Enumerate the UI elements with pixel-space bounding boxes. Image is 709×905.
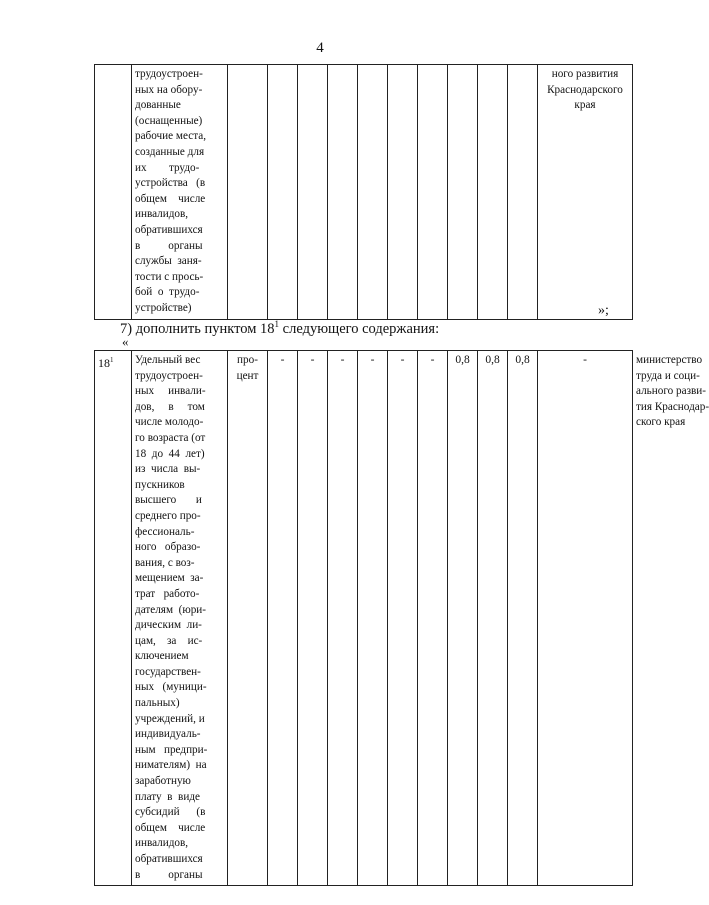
cell-indicator bbox=[132, 65, 228, 320]
text-line: ных инвали- bbox=[135, 385, 206, 398]
text-line: устройства (в bbox=[135, 177, 206, 190]
text-line: дателям (юри- bbox=[135, 603, 207, 616]
text-line: бой о трудо- bbox=[135, 286, 200, 299]
text-line: в органы bbox=[135, 868, 203, 881]
text-line: ключением bbox=[135, 650, 189, 663]
text-line: учреждений, и bbox=[135, 712, 205, 725]
page-number: 4 bbox=[316, 40, 324, 56]
text-line: ного образо- bbox=[135, 541, 201, 554]
unit-text bbox=[231, 353, 264, 384]
text-line: про- bbox=[237, 354, 258, 366]
text-line: ным предпри- bbox=[135, 743, 208, 756]
cell-value: 0,8 bbox=[448, 351, 478, 886]
text-line: 18 до 44 лет) bbox=[135, 447, 205, 460]
text-line: Удельный вес bbox=[135, 354, 201, 366]
text-line: тости с прось- bbox=[135, 270, 204, 283]
text-line: Краснодарского bbox=[547, 83, 623, 96]
cell-value bbox=[298, 65, 328, 320]
cell-value: - bbox=[358, 351, 388, 886]
text-line: заработную bbox=[135, 775, 191, 788]
text-line: в органы bbox=[135, 239, 203, 252]
opening-quote: « bbox=[122, 334, 129, 349]
ministry-text bbox=[541, 67, 629, 114]
text-line: обратившихся bbox=[135, 223, 203, 236]
text-line: из числа вы- bbox=[135, 463, 201, 476]
cell-value bbox=[358, 65, 388, 320]
paragraph-sup: 1 bbox=[274, 319, 280, 329]
text-line: края bbox=[574, 99, 596, 112]
text-line: цам, за ис- bbox=[135, 634, 203, 647]
text-line: числе молодо- bbox=[135, 416, 204, 429]
text-line: государствен- bbox=[135, 665, 201, 678]
text-line: индивидуаль- bbox=[135, 728, 201, 741]
text-line: плату в виде bbox=[135, 790, 200, 803]
cell-value bbox=[388, 65, 418, 320]
text-line: среднего про- bbox=[135, 509, 201, 522]
text-line: ных (муници- bbox=[135, 681, 207, 694]
text-line: трудоустроен- bbox=[135, 68, 203, 80]
cell-value: 0,8 bbox=[478, 351, 508, 886]
cell-value: - bbox=[268, 351, 298, 886]
text-line: их трудо- bbox=[135, 161, 200, 174]
text-line: цент bbox=[236, 369, 259, 382]
text-line: мещением за- bbox=[135, 572, 204, 585]
cell-ministry bbox=[538, 65, 633, 320]
text-line: (оснащенные) bbox=[135, 114, 203, 127]
text-line: дов, в том bbox=[135, 400, 205, 413]
cell-row-number bbox=[95, 351, 132, 886]
text-line: общем числе bbox=[135, 821, 206, 834]
text-line: дическим ли- bbox=[135, 619, 202, 632]
cell-value bbox=[418, 65, 448, 320]
text-line: службы заня- bbox=[135, 255, 202, 268]
closing-quote: »; bbox=[598, 303, 609, 318]
text-line: нимателям) на bbox=[135, 759, 207, 772]
cell-unit bbox=[228, 65, 268, 320]
text-line: инвалидов, bbox=[135, 208, 189, 221]
text-line: общем числе bbox=[135, 192, 206, 205]
text-line: пускников bbox=[135, 478, 185, 491]
text-line: созданные для bbox=[135, 145, 205, 158]
cell-value bbox=[268, 65, 298, 320]
cell-row-number bbox=[95, 65, 132, 320]
indicator-text bbox=[135, 67, 224, 317]
table-continuation bbox=[94, 64, 633, 320]
text-line: фессиональ- bbox=[135, 525, 195, 538]
text-line: инвалидов, bbox=[135, 837, 189, 850]
text-line: вания, с воз- bbox=[135, 556, 195, 569]
text-line: пальных) bbox=[135, 697, 180, 710]
text-line: ных на обору- bbox=[135, 83, 203, 96]
row-number: 18 bbox=[98, 356, 110, 370]
row-number-sup: 1 bbox=[110, 356, 114, 364]
cell-value: - bbox=[538, 351, 633, 886]
cell-unit bbox=[228, 351, 268, 886]
text-line: устройстве) bbox=[135, 301, 192, 314]
indicator-text bbox=[135, 353, 224, 883]
cell-value bbox=[328, 65, 358, 320]
cell-value: 0,8 bbox=[508, 351, 538, 886]
text-line: высшего и bbox=[135, 494, 202, 507]
text-line: го возраста (от bbox=[135, 431, 206, 444]
text-line: трат работо- bbox=[135, 587, 200, 600]
cell-value: - bbox=[298, 351, 328, 886]
amendment-paragraph bbox=[120, 319, 439, 338]
cell-value bbox=[478, 65, 508, 320]
text-line: ного развития bbox=[551, 68, 619, 80]
cell-value bbox=[448, 65, 478, 320]
cell-value bbox=[508, 65, 538, 320]
table-new-item: $18^1$ Удельный вес трудоустроен- ных инвали- дов, в том числе молодо- го возраста (от 18 до 44 лет) из числа вы- пускников высшего и среднего про- фессиональ- ного образо- вания, с воз- мещением за- трат работо- дателям (юри- дическим ли- цам, за ис- ключением государствен- ных (муници- пальных) учреждений, и индивидуаль- ным предпри- нимателям) на заработную плату в виде субсидий (в общем числе инвалидов, обратившихся в органы про- цент - - - - - - 0,8 0,8 0,8 - министерство труда и соци- ального разви- тия Краснодар- ского края bbox=[94, 350, 633, 886]
cell-indicator bbox=[132, 351, 228, 886]
paragraph-suffix: следующего содержания: bbox=[279, 320, 440, 337]
text-line: субсидий (в bbox=[135, 806, 206, 819]
paragraph-prefix: 7) дополнить пунктом 18 bbox=[120, 320, 275, 337]
cell-value: - bbox=[418, 351, 448, 886]
text-line: рабочие места, bbox=[135, 130, 207, 143]
cell-value: - bbox=[388, 351, 418, 886]
cell-value: - bbox=[328, 351, 358, 886]
text-line: трудоустроен- bbox=[135, 369, 203, 382]
text-line: дованные bbox=[135, 99, 181, 112]
text-line: обратившихся bbox=[135, 853, 203, 865]
